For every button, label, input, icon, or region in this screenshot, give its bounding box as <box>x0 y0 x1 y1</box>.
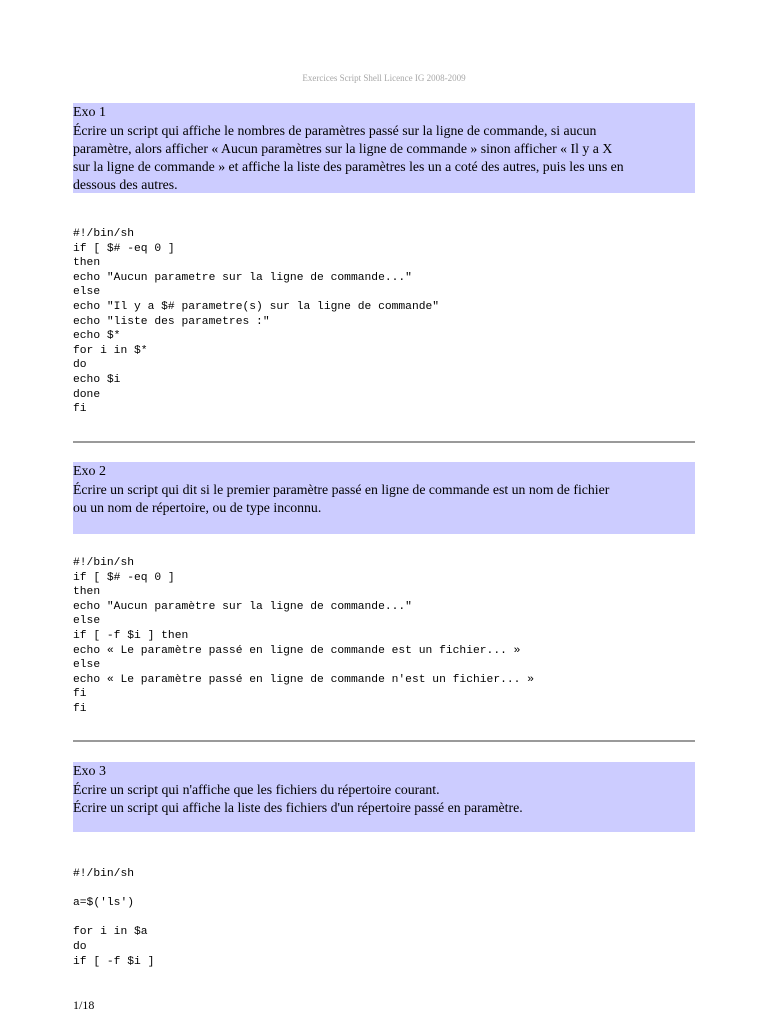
code-line: fi <box>73 702 87 715</box>
exercise-1-statement-line: paramètre, alors afficher « Aucun paramètres sur la ligne de commande » sinon afficher « Il y a X <box>73 141 613 156</box>
exercise-2-statement-line: Écrire un script qui dit si le premier paramètre passé en ligne de commande est un nom de fichier <box>73 482 610 497</box>
code-line: do <box>73 940 87 953</box>
exercise-3-statement-box <box>73 762 695 832</box>
exercise-3-statement-line: Écrire un script qui affiche la liste des fichiers d'un répertoire passé en paramètre. <box>73 800 523 815</box>
divider-1 <box>73 441 695 443</box>
code-line: echo "Il y a $# parametre(s) sur la ligne de commande" <box>73 300 440 313</box>
exercise-2-title: Exo 2 <box>73 464 107 479</box>
code-line: else <box>73 615 101 628</box>
code-line: else <box>73 659 101 672</box>
code-line: if [ -f $i ] then <box>73 629 189 642</box>
code-line: echo $i <box>73 373 121 386</box>
code-line: echo "Aucun parametre sur la ligne de commande..." <box>73 271 412 284</box>
exercise-1-statement-box <box>73 103 695 193</box>
page-header: Exercices Script Shell Licence IG 2008-2009 <box>302 73 466 83</box>
code-line: echo "Aucun paramètre sur la ligne de commande..." <box>73 600 412 613</box>
exercise-1-statement-line: sur la ligne de commande » et affiche la liste des paramètres les un a coté des autres, puis les uns en <box>73 159 624 174</box>
code-line: echo "liste des parametres :" <box>73 315 270 328</box>
code-line: echo « Le paramètre passé en ligne de commande est un fichier... » <box>73 644 521 657</box>
code-line: #!/bin/sh <box>73 228 135 240</box>
code-line: #!/bin/sh <box>73 557 135 569</box>
code-line <box>73 911 154 926</box>
exercise-3-code <box>73 867 154 969</box>
code-line: then <box>73 586 101 599</box>
exercise-2-statement-line: ou un nom de répertoire, ou de type inconnu. <box>73 500 322 515</box>
code-line: if [ $# -eq 0 ] <box>73 242 175 255</box>
code-line: fi <box>73 403 87 416</box>
code-line: then <box>73 257 101 270</box>
code-line: do <box>73 359 87 372</box>
page-number: 1/18 <box>73 998 95 1012</box>
code-line: else <box>73 286 101 299</box>
code-line: for i in $* <box>73 344 148 357</box>
exercise-2-code <box>73 556 534 717</box>
code-line: fi <box>73 688 87 701</box>
code-line: echo « Le paramètre passé en ligne de commande n'est un fichier... » <box>73 673 534 686</box>
exercise-1-code <box>73 227 439 417</box>
code-line <box>73 882 154 897</box>
code-line: for i in $a <box>73 926 148 939</box>
exercise-3-statement-line: Écrire un script qui n'affiche que les fichiers du répertoire courant. <box>73 782 440 797</box>
divider-2 <box>73 740 695 742</box>
exercise-2-statement-box <box>73 462 695 534</box>
code-line: done <box>73 388 101 401</box>
code-line: #!/bin/sh <box>73 868 135 880</box>
exercise-1-statement-line: Écrire un script qui affiche le nombres de paramètres passé sur la ligne de commande, si aucun <box>73 123 597 138</box>
exercise-3-title: Exo 3 <box>73 764 107 779</box>
code-line: if [ -f $i ] <box>73 955 155 968</box>
code-line: if [ $# -eq 0 ] <box>73 571 175 584</box>
code-line: echo $* <box>73 330 121 343</box>
code-line: a=$('ls') <box>73 897 135 910</box>
exercise-1-title: Exo 1 <box>73 105 107 120</box>
exercise-1-statement-line: dessous des autres. <box>73 177 178 192</box>
